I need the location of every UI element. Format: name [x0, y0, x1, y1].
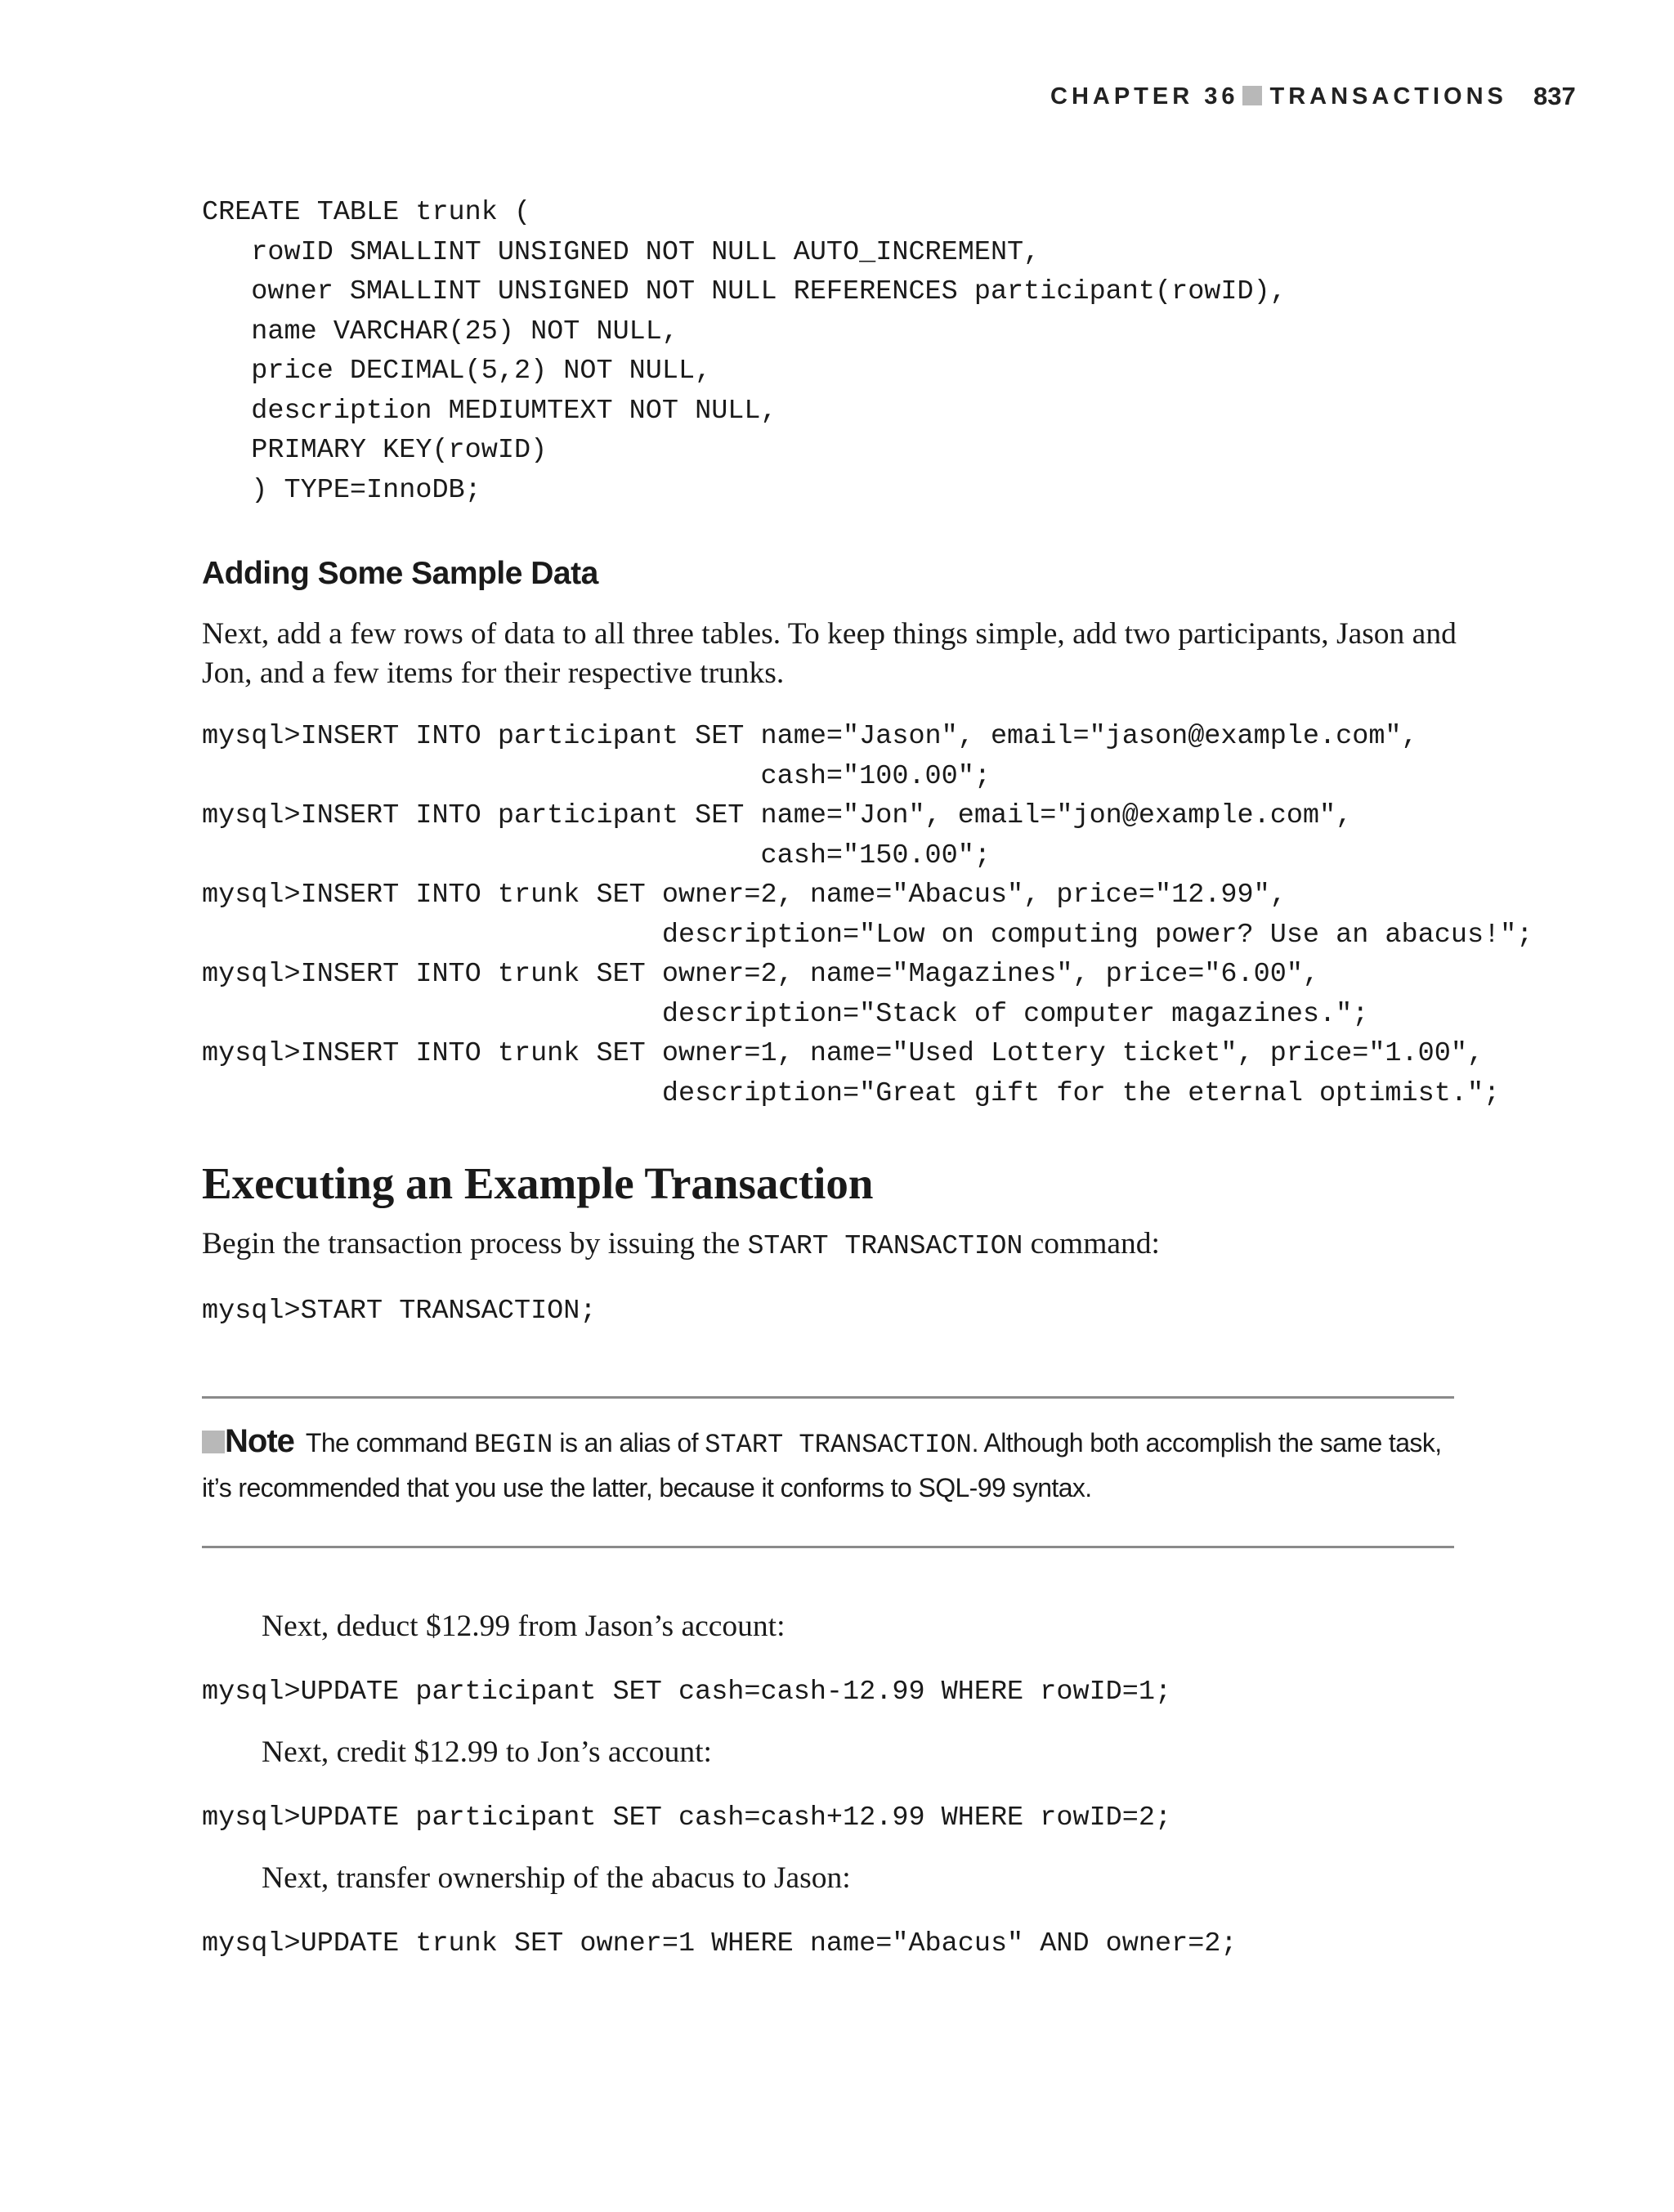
intro-inline-code: START TRANSACTION [747, 1231, 1023, 1261]
step-text: Next, deduct $12.99 from Jason’s account: [262, 1610, 786, 1643]
step-code: mysql>UPDATE participant SET cash=cash-12.99 WHERE rowID=1; [202, 1677, 1172, 1708]
chapter-title [1050, 83, 1507, 110]
note-inline-code: BEGIN [474, 1430, 553, 1460]
separator-square-icon [1242, 86, 1262, 105]
note-label: Note [225, 1423, 294, 1459]
note-text [202, 1420, 1454, 1510]
page-number: 837 [1533, 82, 1576, 110]
section-label: TRANSACTIONS [1269, 83, 1507, 110]
step-code: mysql>UPDATE trunk SET owner=1 WHERE name="Abacus" AND owner=2; [202, 1928, 1238, 1959]
note-text-part: . Although both accomplish the same task, it’s recommended that you use the latter, because it conforms to SQL-99 syntax. [202, 1428, 1442, 1502]
step-text: Next, credit $12.99 to Jon’s account: [262, 1735, 712, 1769]
code-create-table: CREATE TABLE trunk ( rowID SMALLINT UNSIGNED NOT NULL AUTO_INCREMENT, owner SMALLINT UNSIGNED NOT NULL REFERENCES participant(rowID), name VARCHAR(25) NOT NULL, price DECIMAL(5,2) NOT NULL, description MEDIUMTEXT NOT NULL, PRIMARY KEY(rowID) ) TYPE=InnoDB; [202, 197, 1287, 506]
note-box [202, 1396, 1454, 1548]
step-text: Next, transfer ownership of the abacus to Jason: [262, 1861, 851, 1895]
subheading-sample-data: Adding Some Sample Data [202, 556, 598, 591]
note-square-icon [202, 1431, 225, 1453]
intro-text-after: command: [1023, 1227, 1160, 1260]
note-inline-code: START TRANSACTION [705, 1430, 972, 1460]
running-header [0, 80, 1674, 116]
heading-example-transaction: Executing an Example Transaction [202, 1158, 874, 1208]
chapter-label: CHAPTER 36 [1050, 83, 1239, 110]
note-text-part: The command [305, 1428, 475, 1458]
step-code: mysql>UPDATE participant SET cash=cash+12.99 WHERE rowID=2; [202, 1802, 1172, 1834]
paragraph-transaction-intro [202, 1225, 1477, 1266]
intro-text-before: Begin the transaction process by issuing the [202, 1227, 748, 1260]
code-insert-statements: mysql>INSERT INTO participant SET name="Jason", email="jason@example.com", cash="100.00"; mysql>INSERT INTO participant SET name="Jon", email="jon@example.com", cash="150.00"; mysql>INSERT INTO trunk SET owner=2, name="Abacus", price="12.99", description="Low on computing power? Use an abacus!"; mysql>INSERT INTO trunk SET owner=2, name="Magazines", price="6.00", description="Stack of computer magazines."; mysql>INSERT INTO trunk SET owner=1, name="Used Lottery ticket", price="1.00", description="Great gift for the eternal optimist."; [202, 721, 1533, 1109]
paragraph-sample-data: Next, add a few rows of data to all three tables. To keep things simple, add two participants, Jason and Jon, and a few items for their respective trunks. [202, 617, 1457, 690]
note-text-part: is an alias of [553, 1428, 705, 1458]
code-start-transaction: mysql>START TRANSACTION; [202, 1296, 597, 1327]
